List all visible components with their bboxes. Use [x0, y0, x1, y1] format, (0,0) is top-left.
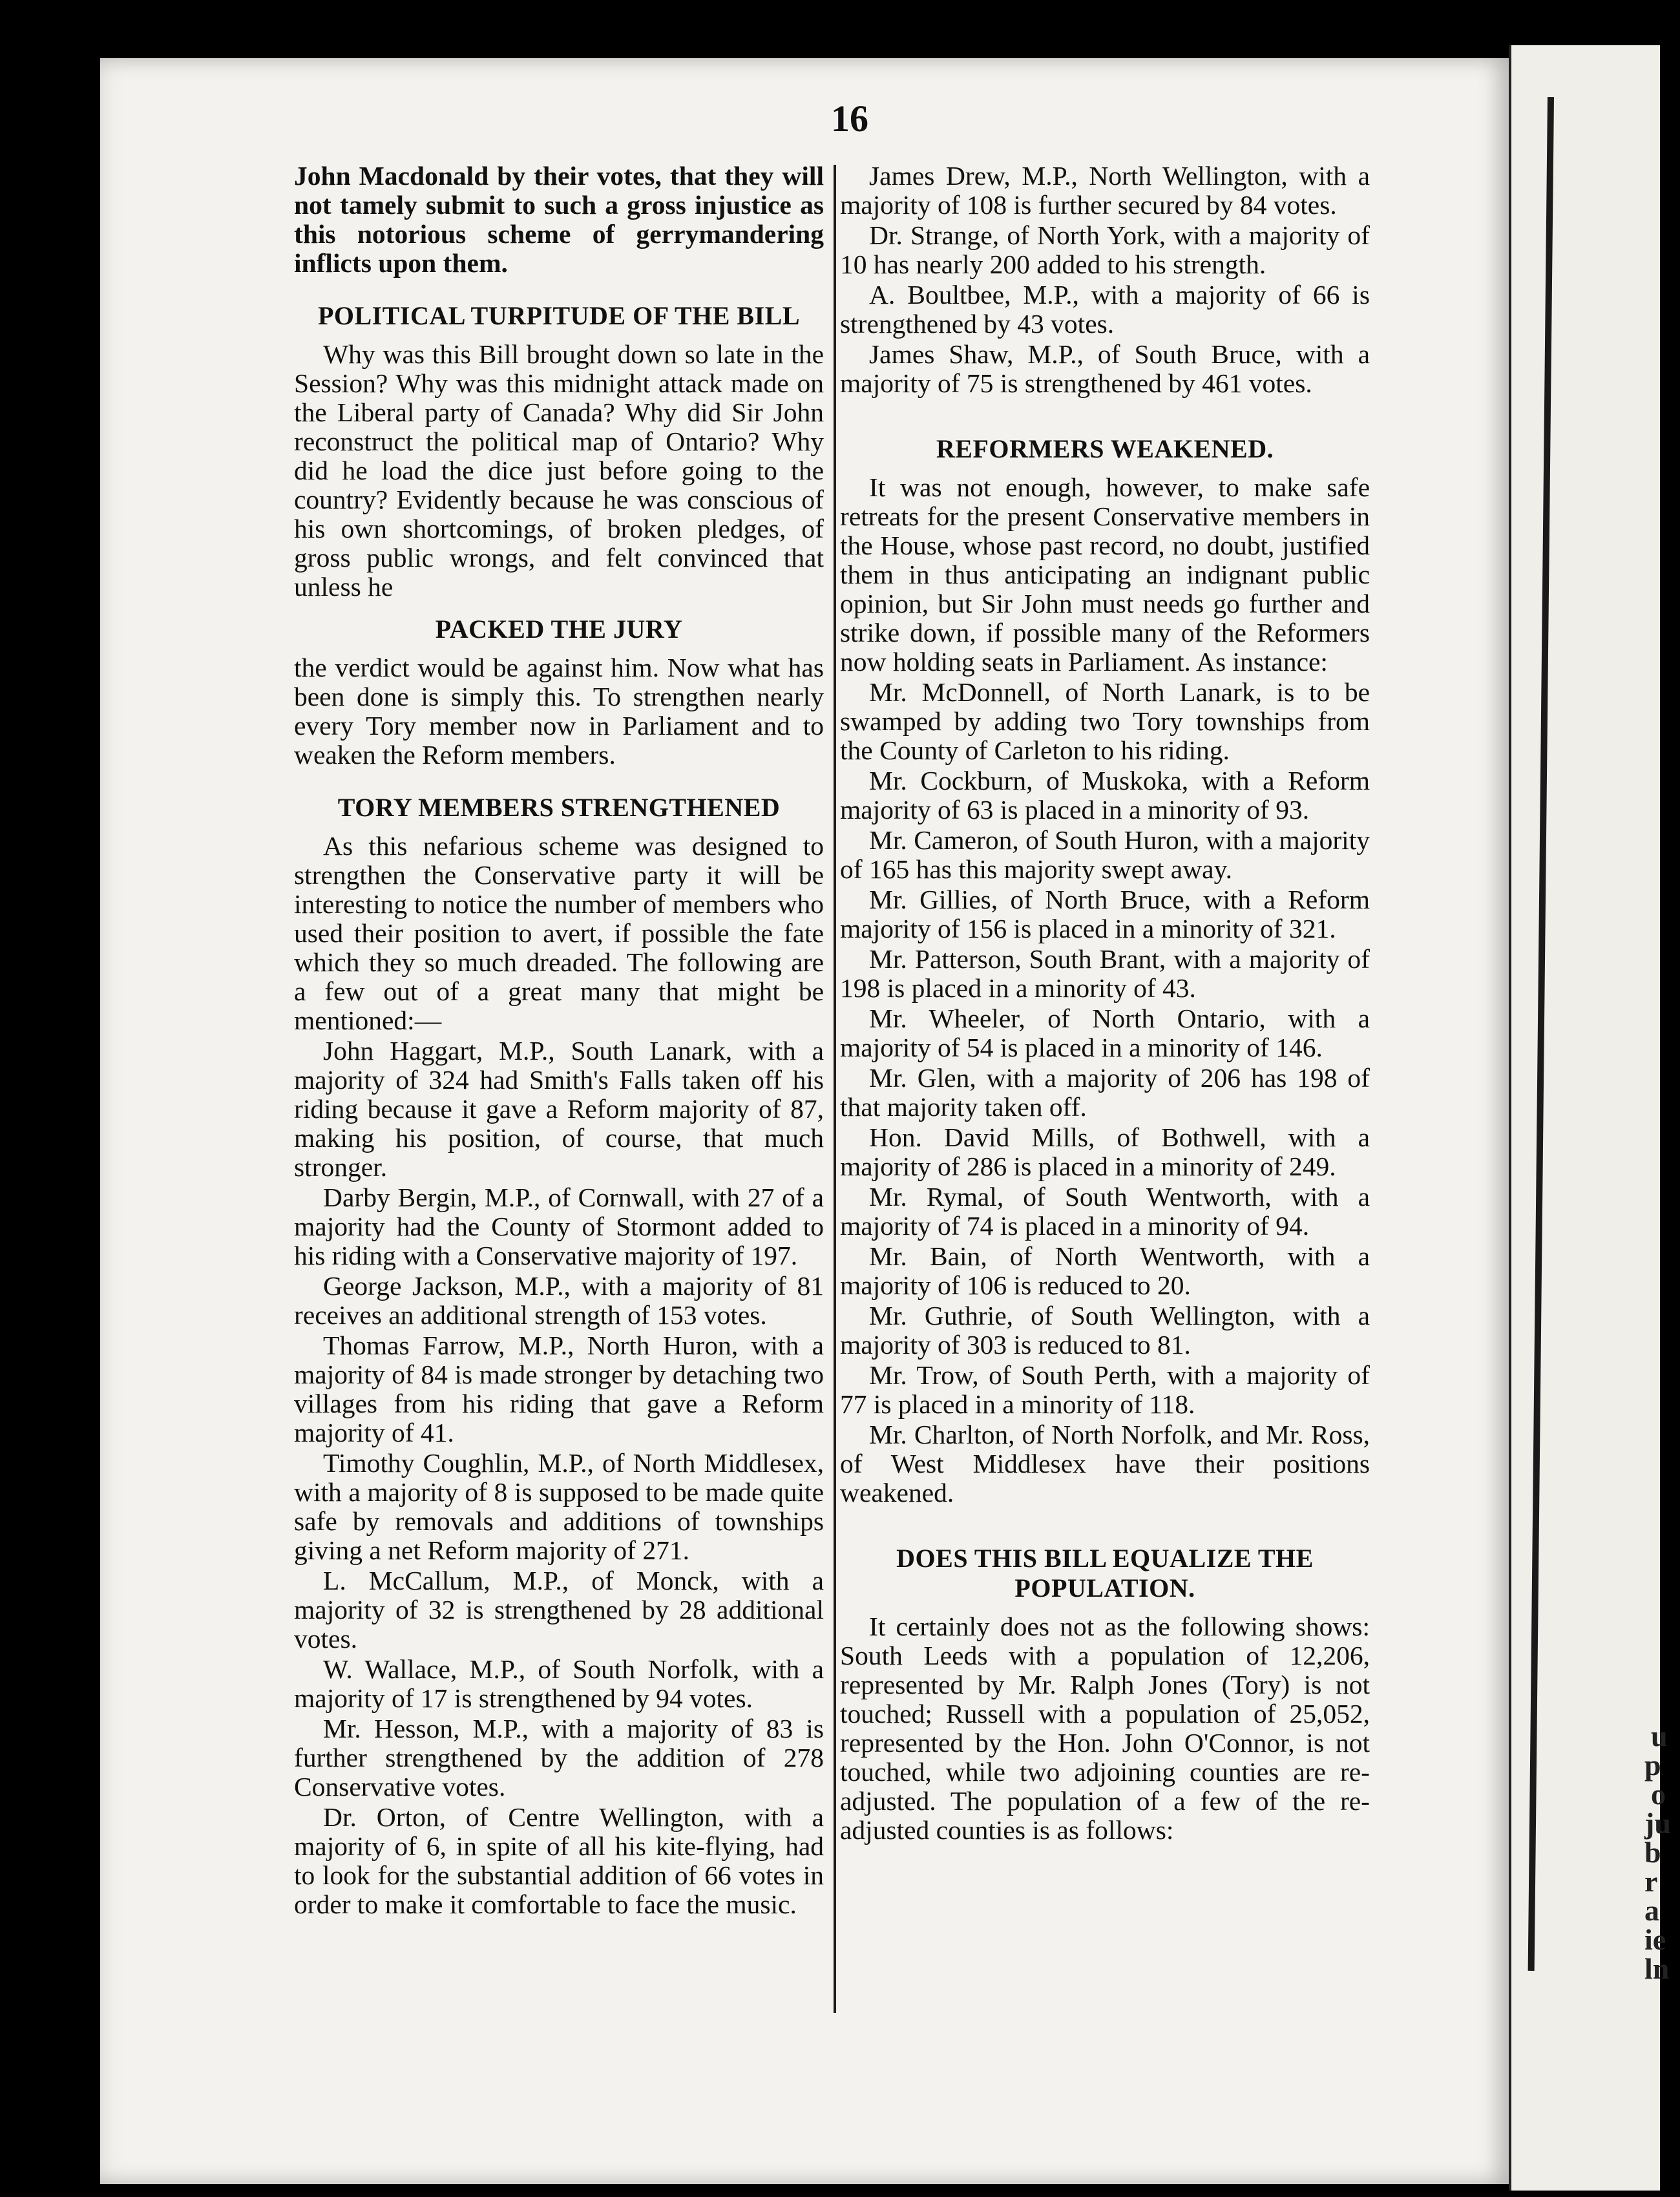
list-item: Mr. Gillies, of North Bruce, with a Reform majority of 156 is placed in a minority of 321. — [840, 885, 1370, 943]
facing-fragment: ie — [1644, 1923, 1666, 1956]
list-item: Hon. David Mills, of Bothwell, with a majority of 286 is placed in a minority of 249. — [840, 1122, 1370, 1181]
facing-fragment: u — [1651, 1719, 1668, 1752]
list-item: John Haggart, M.P., South Lanark, with a majority of 324 had Smith's Falls taken off his riding because it gave a Reform majority of 87, making his position, of course, that much stronger. — [294, 1036, 824, 1182]
facing-fragment: r — [1644, 1865, 1658, 1898]
intro-paragraph: John Macdonald by their votes, that they will not tamely submit to such a gross injustice as this notorious scheme of gerrymandering inflicts upon them. — [294, 161, 824, 278]
list-item: Mr. Cockburn, of Muskoka, with a Reform majority of 63 is placed in a minority of 93. — [840, 766, 1370, 825]
list-item: Mr. Charlton, of North Norfolk, and Mr. Ross, of West Middlesex have their positions weakened. — [840, 1420, 1370, 1508]
list-item: Mr. Wheeler, of North Ontario, with a majority of 54 is placed in a minority of 146. — [840, 1004, 1370, 1062]
paragraph: Why was this Bill brought down so late in the Session? Why was this midnight attack made on the Liberal party of Canada? Why did Sir John reconstruct the political map of Ontario? Why did he load the dice just before going to the country? Evidently because he was conscious of his own shortcomings, of broken pledges, of gross public wrongs, and felt convinced that unless he — [294, 339, 824, 602]
facing-fragment: p — [1644, 1749, 1661, 1782]
facing-fragment: ln — [1644, 1952, 1670, 1985]
heading-political-turpitude: POLITICAL TURPITUDE OF THE BILL — [317, 301, 801, 330]
heading-tory-members-strengthened: TORY MEMBERS STRENGTHENED — [337, 793, 781, 822]
list-item: James Shaw, M.P., of South Bruce, with a majority of 75 is strengthened by 461 votes. — [840, 339, 1370, 398]
list-item: Dr. Strange, of North York, with a majority of 10 has nearly 200 added to his strength. — [840, 220, 1370, 279]
list-item: Mr. McDonnell, of North Lanark, is to be swamped by adding two Tory townships from the County of Carleton to his riding. — [840, 677, 1370, 765]
list-item: W. Wallace, M.P., of South Norfolk, with a majority of 17 is strengthened by 94 votes. — [294, 1654, 824, 1713]
paragraph: As this nefarious scheme was designed to strengthen the Conservative party it will be interesting to notice the number of members who used their position to avert, if possible the fate which they so much dreaded. The following are a few out of a great many that might be mentioned:— — [294, 831, 824, 1035]
facing-fragment: b — [1644, 1836, 1661, 1869]
paragraph: It was not enough, however, to make safe retreats for the present Conservative members in the House, whose past record, no doubt, justified them in thus anticipating an indignant public opinion, but Sir John must needs go further and strike down, if possible many of the Reformers now holding seats in Parliament. As instance: — [840, 472, 1370, 677]
list-item: Mr. Bain, of North Wentworth, with a majority of 106 is reduced to 20. — [840, 1241, 1370, 1300]
list-item: Mr. Cameron, of South Huron, with a majority of 165 has this majority swept away. — [840, 825, 1370, 884]
list-item: Mr. Hesson, M.P., with a majority of 83 is further strengthened by the addition of 278 Conservative votes. — [294, 1714, 824, 1802]
list-item: James Drew, M.P., North Wellington, with a majority of 108 is further secured by 84 votes. — [840, 161, 1370, 220]
list-item: L. McCallum, M.P., of Monck, with a majority of 32 is strengthened by 28 additional votes. — [294, 1566, 824, 1654]
list-item: Thomas Farrow, M.P., North Huron, with a majority of 84 is made stronger by detaching two villages from his riding that gave a Reform majority of 41. — [294, 1330, 824, 1447]
list-item: Mr. Glen, with a majority of 206 has 198 of that majority taken off. — [840, 1063, 1370, 1122]
paragraph: the verdict would be against him. Now what has been done is simply this. To strengthen nearly every Tory member now in Parliament and to weaken the Reform members. — [294, 653, 824, 770]
list-item: Mr. Patterson, South Brant, with a majority of 198 is placed in a minority of 43. — [840, 944, 1370, 1003]
page-number: 16 — [831, 98, 868, 140]
right-column — [840, 162, 1370, 1846]
list-item: Mr. Trow, of South Perth, with a majority of 77 is placed in a minority of 118. — [840, 1360, 1370, 1419]
list-item: Mr. Rymal, of South Wentworth, with a majority of 74 is placed in a minority of 94. — [840, 1182, 1370, 1241]
list-item: A. Boultbee, M.P., with a majority of 66 is strengthened by 43 votes. — [840, 280, 1370, 339]
list-item: George Jackson, M.P., with a majority of 81 receives an additional strength of 153 votes. — [294, 1271, 824, 1330]
list-item: Mr. Guthrie, of South Wellington, with a majority of 303 is reduced to 81. — [840, 1301, 1370, 1360]
left-column — [294, 162, 824, 1920]
list-item: Dr. Orton, of Centre Wellington, with a majority of 6, in spite of all his kite-flying, had to look for the substantial addition of 66 votes in order to make it comfortable to face the music. — [294, 1802, 824, 1919]
list-item: Darby Bergin, M.P., of Cornwall, with 27 of a majority had the County of Stormont added to his riding with a Conservative majority of 197. — [294, 1183, 824, 1270]
heading-reformers-weakened: REFORMERS WEAKENED. — [936, 434, 1274, 463]
facing-fragment: o — [1651, 1778, 1666, 1811]
list-item: Timothy Coughlin, M.P., of North Middlesex, with a majority of 8 is supposed to be made quite safe by removals and additions of townships giving a net Reform majority of 271. — [294, 1448, 824, 1565]
heading-does-this-bill-equalize: DOES THIS BILL EQUALIZE THE POPULATION. — [896, 1544, 1314, 1603]
paragraph: It certainly does not as the following shows: South Leeds with a population of 12,206, represented by Mr. Ralph Jones (Tory) is not touched; Russell with a population of 25,052, represented by the Hon. John O'Connor, is not touched, while two adjoining counties are re-adjusted. The population of a few of the re-adjusted counties is as follows: — [840, 1612, 1370, 1845]
facing-fragment: ju — [1644, 1807, 1671, 1840]
heading-packed-the-jury: PACKED THE JURY — [435, 615, 683, 644]
facing-fragment: a — [1644, 1894, 1659, 1927]
column-divider — [834, 165, 836, 2013]
